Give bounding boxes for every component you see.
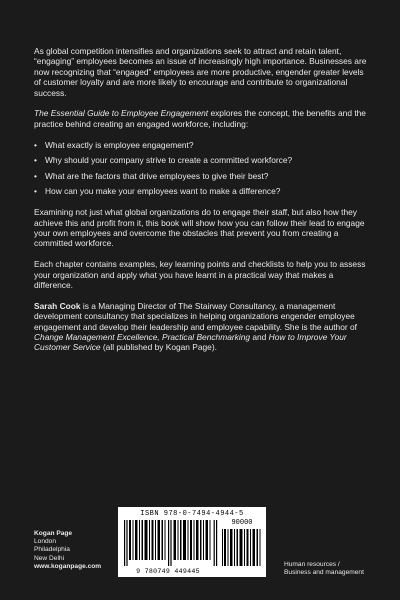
list-item bbox=[34, 155, 368, 165]
summary-text: explores the concept, the benefits and the practice behind creating an engaged workforce, including: bbox=[34, 108, 366, 129]
category-line: Human resources / bbox=[284, 561, 340, 568]
summary-paragraph bbox=[34, 108, 368, 129]
addon-code: 90000 bbox=[231, 519, 253, 527]
isbn-label: ISBN 978-0-7494-4944-5 bbox=[140, 510, 244, 518]
author-bio bbox=[34, 301, 368, 353]
list-item-text: How can you make your employees want to make a difference? bbox=[45, 186, 281, 197]
author-bio-text: and bbox=[250, 332, 269, 343]
publisher-city: Philadelphia bbox=[34, 546, 70, 554]
addon-barcode-icon bbox=[222, 529, 262, 566]
author-bio-text: is a Managing Director of The Stairway Consultancy, a management development consultancy that specializes in helping organizations engender employee engagement and develop their leadership and employee capability. She is the author of bbox=[34, 300, 357, 332]
ean-barcode-icon bbox=[124, 520, 218, 566]
cover-text bbox=[34, 46, 368, 363]
category-line: Business and management bbox=[284, 569, 364, 577]
bullet: • bbox=[34, 139, 37, 150]
author-book-1: Change Management Excellence, Practical Benchmarking bbox=[34, 332, 251, 343]
bullet: • bbox=[34, 155, 37, 166]
ean-number: 9 780749 449445 bbox=[136, 568, 200, 575]
author-bio-text: (all published by Kogan Page). bbox=[100, 342, 217, 353]
list-item-text: Why should your company strive to create a committed workforce? bbox=[45, 155, 293, 166]
publisher-city: London bbox=[34, 538, 57, 546]
list-item bbox=[34, 140, 368, 150]
publisher-city: New Delhi bbox=[34, 554, 65, 562]
list-item bbox=[34, 171, 368, 181]
bullet: • bbox=[34, 170, 37, 181]
intro-paragraph: As global competition intensifies and organizations seek to attract and retain talent, “engaging” employees becomes an issue of increasingly high importance. Businesses are now recognizing that “engaged” employees are more productive, engender greater levels of customer loyalty and are more likely to encourage and contribute to organizational success. bbox=[34, 46, 367, 98]
author-book-2: How to Improve Your Customer Service bbox=[34, 332, 347, 353]
bullet: • bbox=[34, 186, 37, 197]
author-name: Sarah Cook bbox=[34, 300, 81, 311]
publisher-block bbox=[34, 530, 101, 571]
list-item bbox=[34, 186, 368, 196]
publisher-url: www.koganpage.com bbox=[34, 562, 102, 570]
chapters-paragraph: Each chapter contains examples, key learning points and checklists to help you to assess your organization and apply what you have learnt in a practical way that makes a difference. bbox=[34, 259, 366, 291]
isbn-barcode bbox=[118, 507, 266, 577]
list-item-text: What exactly is employee engagement? bbox=[45, 139, 194, 150]
question-list bbox=[34, 140, 368, 197]
examining-paragraph: Examining not just what global organizations do to engage their staff, but also how they achieve this and profit from it, this book will show how you can follow their lead to engage your own employees and overcome the obstacles that prevent you from creating a committed workforce. bbox=[34, 207, 365, 249]
book-title: The Essential Guide to Employee Engagement bbox=[34, 108, 209, 119]
list-item-text: What are the factors that drive employees to give their best? bbox=[45, 170, 269, 181]
publisher-name: Kogan Page bbox=[34, 530, 73, 537]
category-label bbox=[284, 561, 364, 577]
